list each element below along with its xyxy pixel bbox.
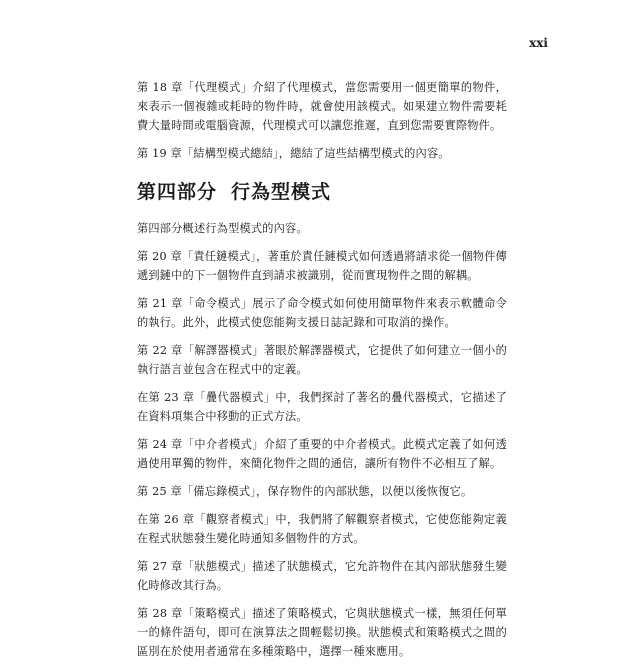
section-part-label: 第四部分 [137,181,218,203]
section-heading [137,179,507,205]
paragraph-chapter-27: 第 27 章「狀態模式」描述了狀態模式，它允許物件在其內部狀態發生變化時修改其行為。 [137,560,507,592]
paragraph-chapter-28: 第 28 章「策略模式」描述了策略模式，它與狀態模式一樣，無須任何單一的條件語句，即可在演算法之間輕鬆切換。狀態模式和策略模式之間的區別在於使用者通常在多種策略中，選擇一種來應用。 [137,607,507,658]
paragraph-chapter-23: 在第 23 章「疊代器模式」中，我們探討了著名的疊代器模式，它描述了在資料項集合中移動的正式方法。 [137,391,507,423]
paragraph-chapter-25: 第 25 章「備忘錄模式」，保存物件的內部狀態，以便以後恢復它。 [137,485,473,498]
paragraph-chapter-19: 第 19 章「結構型模式總結」，總結了這些結構型模式的內容。 [137,147,450,160]
paragraph-chapter-20: 第 20 章「責任鏈模式」，著重於責任鏈模式如何透過將請求從一個物件傳遞到鏈中的下一個物件直到請求被識別，從而實現物件之間的解耦。 [137,250,507,282]
paragraph-chapter-26: 在第 26 章「觀察者模式」中，我們將了解觀察者模式，它使您能夠定義在程式狀態發生變化時通知多個物件的方式。 [137,513,507,545]
page-body [137,78,507,670]
paragraph-chapter-21: 第 21 章「命令模式」展示了命令模式如何使用簡單物件來表示軟體命令的執行。此外，此模式使您能夠支援日誌記錄和可取消的操作。 [137,297,507,329]
paragraph-part-overview: 第四部分概述行為型模式的內容。 [137,222,308,235]
section-title: 行為型模式 [231,181,332,203]
page-number: xxi [529,36,548,50]
paragraph-chapter-24: 第 24 章「中介者模式」介紹了重要的中介者模式。此模式定義了如何透過使用單獨的物件，來簡化物件之間的通信，讓所有物件不必相互了解。 [137,438,507,470]
paragraph-chapter-18: 第 18 章「代理模式」介紹了代理模式，當您需要用一個更簡單的物件，來表示一個複雜或耗時的物件時，就會使用該模式。如果建立物件需要耗費大量時間或電腦資源，代理模式可以讓您推遲，直到您需要實際物件。 [137,81,507,132]
paragraph-chapter-22: 第 22 章「解譯器模式」著眼於解譯器模式，它提供了如何建立一個小的執行語言並包含在程式中的定義。 [137,344,507,376]
